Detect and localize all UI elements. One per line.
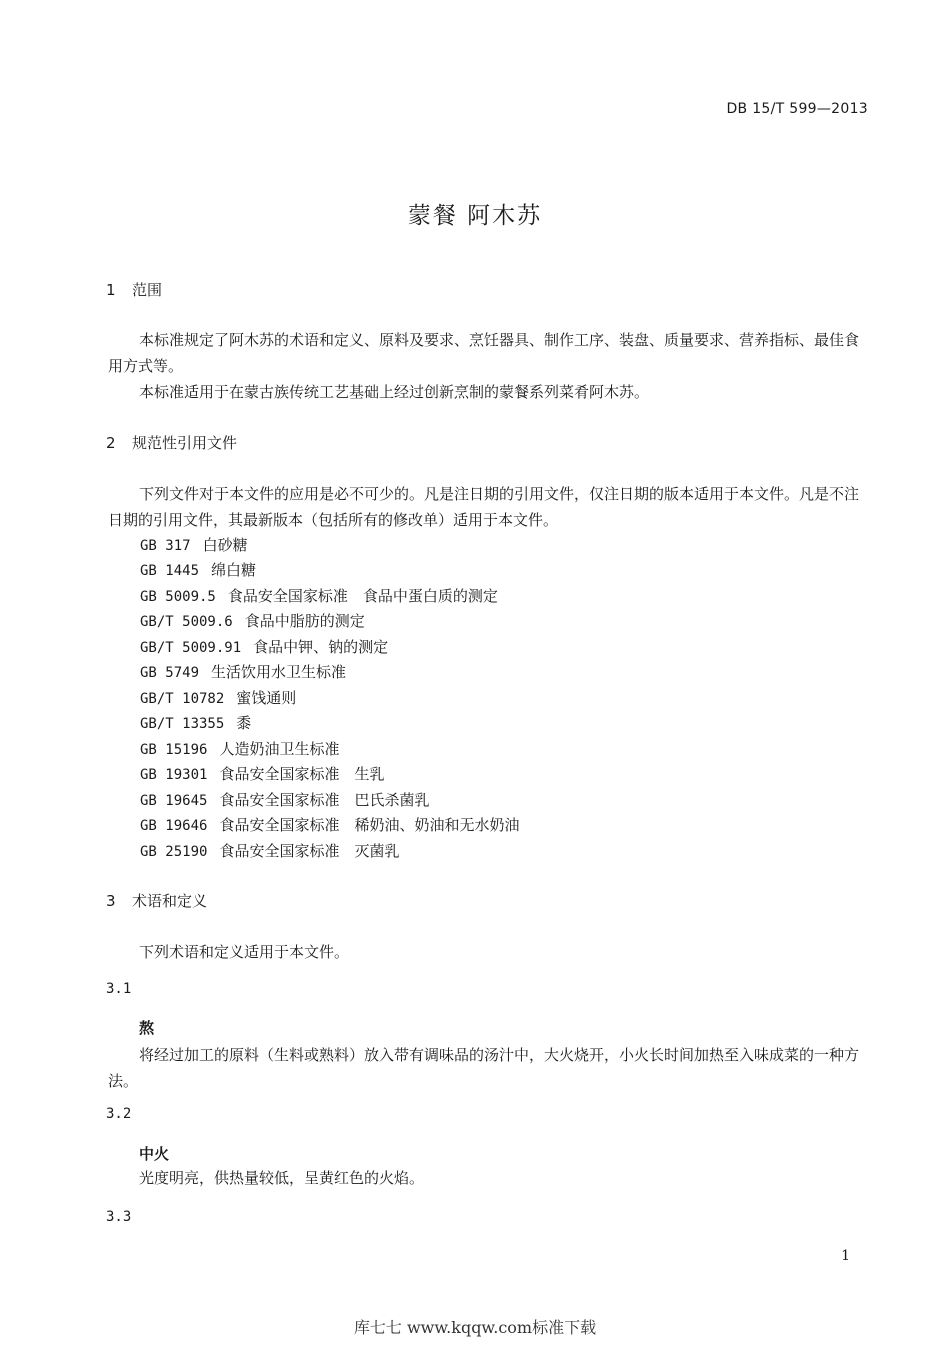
reference-code: GB 19301 [140,767,208,783]
reference-name: 食品安全国家标准 灭菌乳 [219,842,400,860]
reference-code: GB/T 5009.91 [140,640,242,656]
document-number: DB 15/T 599—2013 [726,101,868,117]
reference-code: GB/T 5009.6 [140,614,233,630]
reference-item [140,712,251,733]
reference-name: 生活饮用水卫生标准 [211,663,347,681]
reference-name: 食品安全国家标准 巴氏杀菌乳 [219,791,430,809]
reference-item [140,738,339,759]
reference-item [140,687,296,708]
page-number: 1 [841,1248,850,1264]
reference-name: 食品安全国家标准 生乳 [219,765,385,783]
section-number: 1 [106,281,116,299]
reference-item [140,534,248,555]
reference-name: 食品中钾、钠的测定 [253,638,389,656]
reference-code: GB 19645 [140,793,208,809]
section-number: 3 [106,892,116,910]
scope-paragraph-1: 本标准规定了阿木苏的术语和定义、原料及要求、烹饪器具、制作工序、装盘、质量要求、营养指标、最佳食用方式等。 [108,331,860,375]
term-name: 中火 [139,1145,170,1163]
reference-name: 食品中脂肪的测定 [244,612,365,630]
reference-code: GB 25190 [140,844,208,860]
term-number: 3.1 [106,981,132,997]
reference-code: GB 5009.5 [140,589,216,605]
term-number: 3.2 [106,1106,132,1122]
reference-name: 食品安全国家标准 食品中蛋白质的测定 [227,587,498,605]
terms-intro: 下列术语和定义适用于本文件。 [139,943,350,961]
term-name: 熬 [139,1019,155,1037]
reference-code: GB 317 [140,538,191,554]
reference-item [140,789,429,810]
reference-code: GB 5749 [140,665,200,681]
reference-code: GB 15196 [140,742,208,758]
section-title: 术语和定义 [132,892,208,910]
reference-name: 白砂糖 [202,536,248,554]
term-definition: 将经过加工的原料（生料或熟料）放入带有调味品的汤汁中，大火烧开，小火长时间加热至入味成菜的一种方法。 [108,1046,860,1090]
reference-item [140,661,346,682]
reference-name: 黍 [236,714,252,732]
footer-watermark: 库七七 www.kqqw.com标准下载 [353,1318,597,1337]
section-heading-scope [106,279,162,300]
reference-name: 人造奶油卫生标准 [219,740,340,758]
section-number: 2 [106,434,116,452]
reference-item [140,636,388,657]
references-intro: 下列文件对于本文件的应用是必不可少的。凡是注日期的引用文件，仅注日期的版本适用于本文件。凡是不注日期的引用文件，其最新版本（包括所有的修改单）适用于本文件。 [108,485,860,529]
reference-code: GB 1445 [140,563,200,579]
reference-name: 食品安全国家标准 稀奶油、奶油和无水奶油 [219,816,520,834]
reference-code: GB 19646 [140,818,208,834]
document-title: 蒙餐 阿木苏 [407,203,543,229]
reference-item [140,559,256,580]
reference-item [140,610,365,631]
section-title: 规范性引用文件 [132,434,238,452]
reference-item [140,814,519,835]
section-heading-terms [106,890,207,911]
reference-code: GB/T 10782 [140,691,225,707]
reference-item [140,585,498,606]
scope-paragraph-2: 本标准适用于在蒙古族传统工艺基础上经过创新烹制的蒙餐系列菜肴阿木苏。 [139,383,650,401]
reference-name: 蜜饯通则 [236,689,297,707]
term-definition: 光度明亮，供热量较低，呈黄红色的火焰。 [139,1169,425,1187]
reference-code: GB/T 13355 [140,716,225,732]
reference-item [140,763,384,784]
reference-item [140,840,399,861]
reference-name: 绵白糖 [211,561,257,579]
section-heading-references [106,432,237,453]
section-title: 范围 [132,281,163,299]
term-number: 3.3 [106,1209,132,1225]
